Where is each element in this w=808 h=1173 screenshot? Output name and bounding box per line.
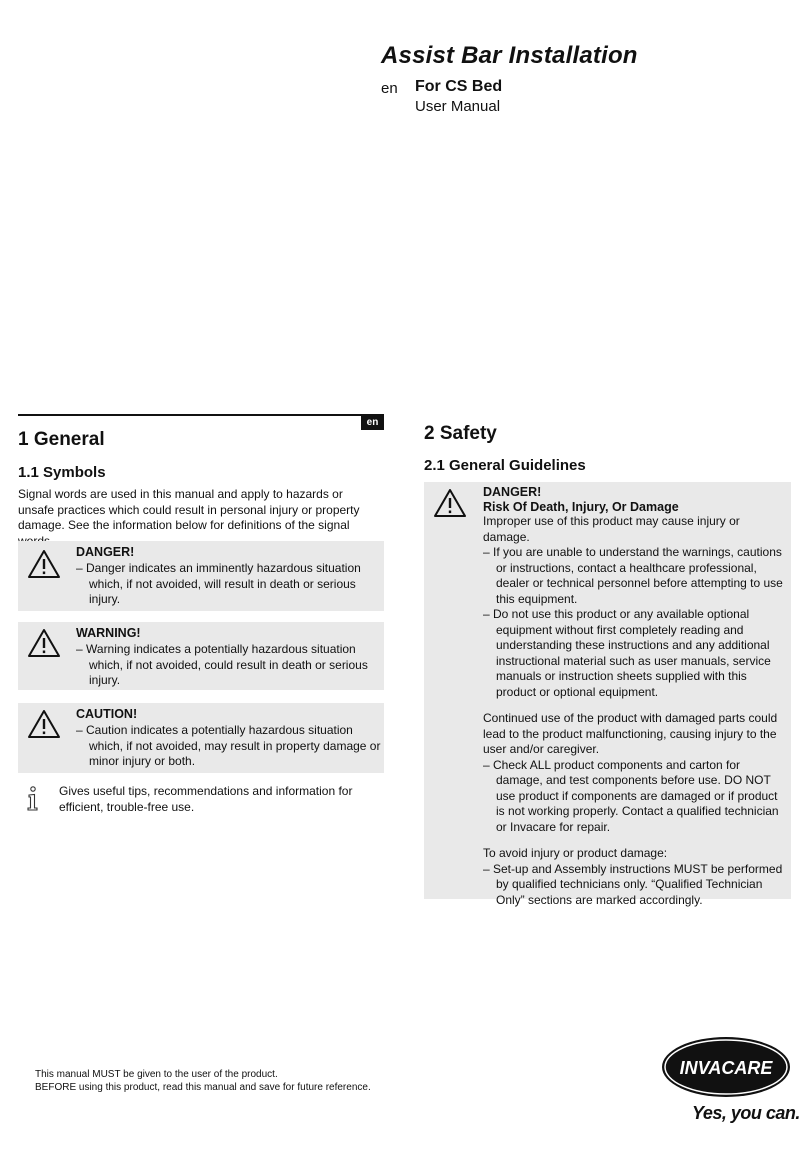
warning-triangle-icon xyxy=(433,488,467,518)
section-divider xyxy=(18,414,384,416)
safety-heading: 2 Safety xyxy=(424,423,497,444)
language-code: en xyxy=(381,80,398,97)
footer-line-1: This manual MUST be given to the user of the product. xyxy=(35,1069,278,1080)
logo-text: INVACARE xyxy=(679,1058,773,1078)
language-badge: en xyxy=(361,415,384,430)
list-item: – Check ALL product components and carton for damage, and test components before use. DO NOT use product if components are damaged or if product is not working properly. Contact a qualified technician or Invacare for repair. xyxy=(483,757,779,834)
footer-notice xyxy=(35,1068,371,1094)
symbols-heading: 1.1 Symbols xyxy=(18,464,106,481)
danger-box xyxy=(18,541,384,611)
warning-definition: – Warning indicates a potentially hazardous situation which, if not avoided, could result in death or serious injury. xyxy=(76,642,368,687)
info-icon xyxy=(25,786,39,812)
safety-danger-box xyxy=(424,482,791,907)
list-item: – Do not use this product or any available optional equipment without first completely reading and understanding these instructions and any additional instructional material such as user manuals, service manuals or instruction sheets supplied with this product or optional equipment. xyxy=(483,607,771,699)
document-subtitle: For CS Bed xyxy=(415,78,503,95)
safety-danger-word: DANGER! xyxy=(483,485,542,499)
caution-definition: – Caution indicates a potentially hazardous situation which, if not avoided, may result in property damage or minor injury or both. xyxy=(76,723,381,768)
invacare-logo xyxy=(661,1036,791,1103)
brand-slogan: Yes, you can. xyxy=(692,1103,800,1123)
list-item: – If you are unable to understand the warnings, cautions or instructions, contact a healthcare professional, dealer or technical personnel before attempting to use this equipment. xyxy=(483,545,783,606)
brand-logo-graphic xyxy=(661,1036,791,1098)
danger-word: DANGER! xyxy=(76,545,135,559)
safety-danger-content xyxy=(483,485,785,908)
warning-triangle-icon xyxy=(27,628,61,658)
footer-line-2: BEFORE using this product, read this manual and save for future reference. xyxy=(35,1082,371,1093)
document-title: Assist Bar Installation xyxy=(381,42,638,69)
warning-triangle-icon xyxy=(27,709,61,739)
guidelines-heading: 2.1 General Guidelines xyxy=(424,457,586,474)
caution-word: CAUTION! xyxy=(76,707,138,721)
danger-definition: – Danger indicates an imminently hazardous situation which, if not avoided, will result in death or serious injury. xyxy=(76,561,361,606)
tip-text: Gives useful tips, recommendations and information for efficient, trouble-free use. xyxy=(59,784,353,814)
warning-word: WARNING! xyxy=(76,626,141,640)
general-heading: 1 General xyxy=(18,429,105,450)
warning-triangle-icon xyxy=(27,549,61,579)
caution-box xyxy=(18,703,384,773)
continued-use-text: Continued use of the product with damaged parts could lead to the product malfunctioning, causing injury to the user and/or caregiver. xyxy=(483,711,778,756)
avoid-injury-text: To avoid injury or product damage: xyxy=(483,846,668,860)
safety-danger-intro: Improper use of this product may cause injury or damage. xyxy=(483,514,740,544)
list-item: – Set-up and Assembly instructions MUST be performed by qualified technicians only. “Qualified Technician Only” sections are marked accordingly. xyxy=(483,861,783,907)
document-type: User Manual xyxy=(415,98,501,115)
safety-danger-title: Risk Of Death, Injury, Or Damage xyxy=(483,500,679,514)
symbols-intro: Signal words are used in this manual and apply to hazards or unsafe practices which could result in personal injury or property damage. See the information below for definitions of the signal xyxy=(18,487,360,532)
warning-box xyxy=(18,622,384,690)
